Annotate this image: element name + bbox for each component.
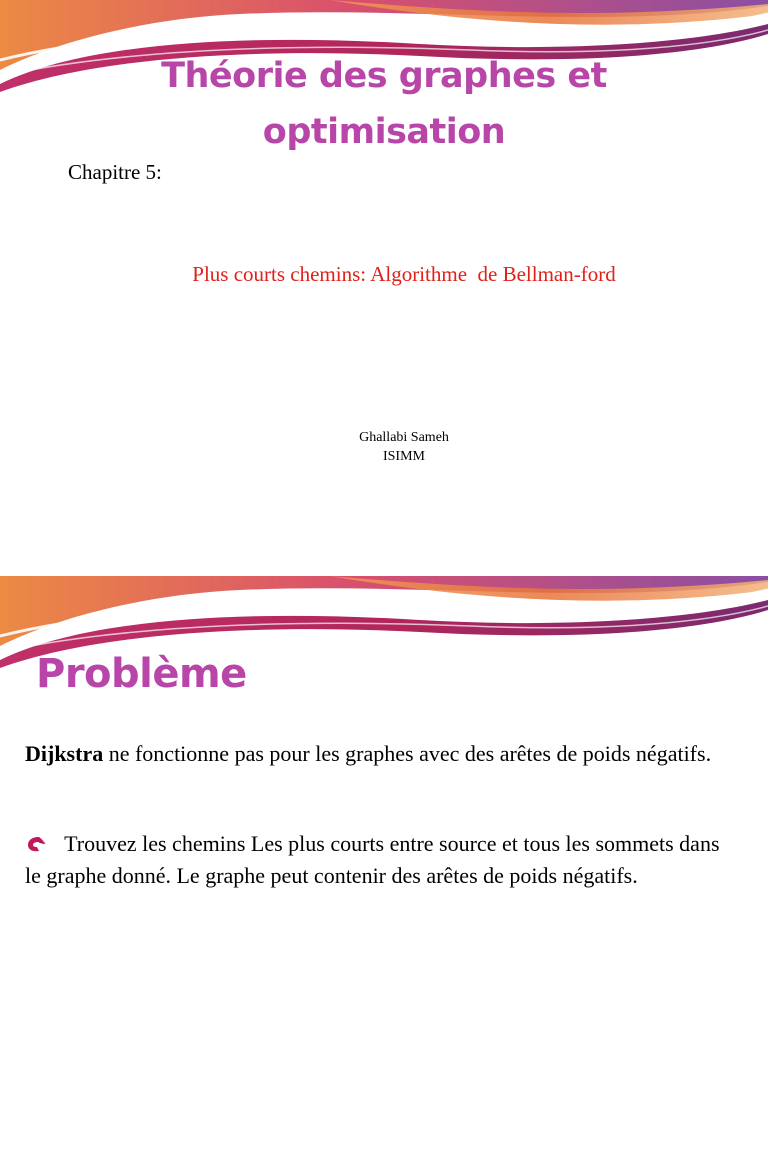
slide-title-heading bbox=[0, 48, 768, 160]
paragraph-bellman-goal bbox=[25, 828, 735, 892]
author-block bbox=[0, 428, 768, 466]
institution-name: ISIMM bbox=[382, 449, 425, 464]
slide-heading-probleme: Problème bbox=[36, 651, 247, 697]
paragraph-dijkstra bbox=[25, 738, 735, 770]
bellman-goal-text: Trouvez les chemins Les plus courts entre source et tous les sommets dans le graphe donné. Le graphe peut contenir des arêtes de poids négatifs. bbox=[25, 831, 720, 888]
title-line-1: Théorie des graphes et bbox=[161, 56, 607, 96]
title-line-2: optimisation bbox=[262, 112, 506, 152]
dijkstra-text: ne fonctionne pas pour les graphes avec des arêtes de poids négatifs. bbox=[103, 741, 712, 766]
author-name: Ghallabi Sameh bbox=[359, 430, 449, 445]
chapter-subtitle: Plus courts chemins: Algorithme de Bellman-ford bbox=[192, 262, 616, 286]
curl-bullet-icon bbox=[25, 834, 59, 854]
dijkstra-term: Dijkstra bbox=[25, 741, 104, 766]
chapter-label: Chapitre 5: bbox=[68, 160, 162, 184]
